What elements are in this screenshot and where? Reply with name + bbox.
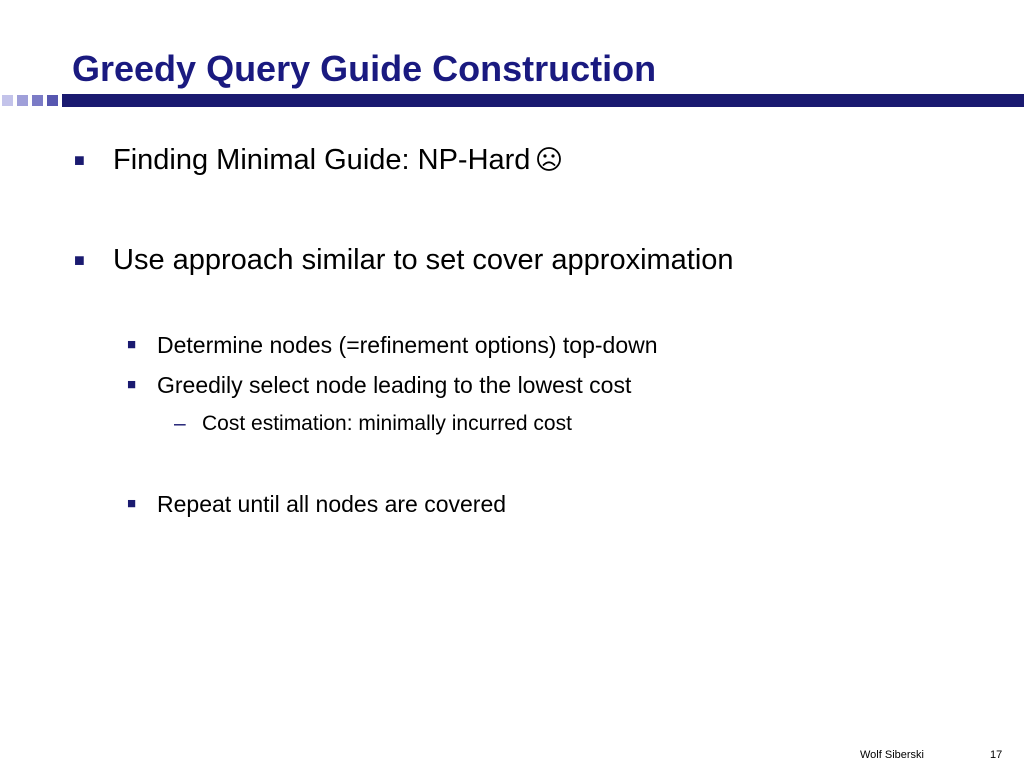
bullet-text: Use approach similar to set cover approximation [113,244,734,276]
bullet-marker: ■ [127,376,137,393]
bullet-marker: ■ [127,495,137,512]
footer-page-number: 17 [990,749,1003,761]
footer-author: Wolf Siberski [860,749,924,761]
rule-bar [62,94,1024,107]
rule-square-4 [47,95,58,106]
frown-face-icon [536,146,562,172]
rule-square-2 [17,95,28,106]
bullet-marker: ■ [74,150,85,170]
bullet-text: Cost estimation: minimally incurred cost [202,412,572,435]
bullet-text: Determine nodes (=refinement options) top-down [157,332,658,358]
slide-title: Greedy Query Guide Construction [72,48,657,89]
bullet-marker: ■ [127,336,137,353]
bullet-text: Finding Minimal Guide: NP-Hard [113,144,531,176]
title-rule [0,94,1024,108]
bullet-marker: ■ [74,250,85,270]
bullet-text: Repeat until all nodes are covered [157,491,507,517]
bullet-text: Greedily select node leading to the lowest cost [157,372,632,398]
rule-square-3 [32,95,43,106]
rule-square-1 [2,95,13,106]
bullet-marker: – [174,412,186,435]
